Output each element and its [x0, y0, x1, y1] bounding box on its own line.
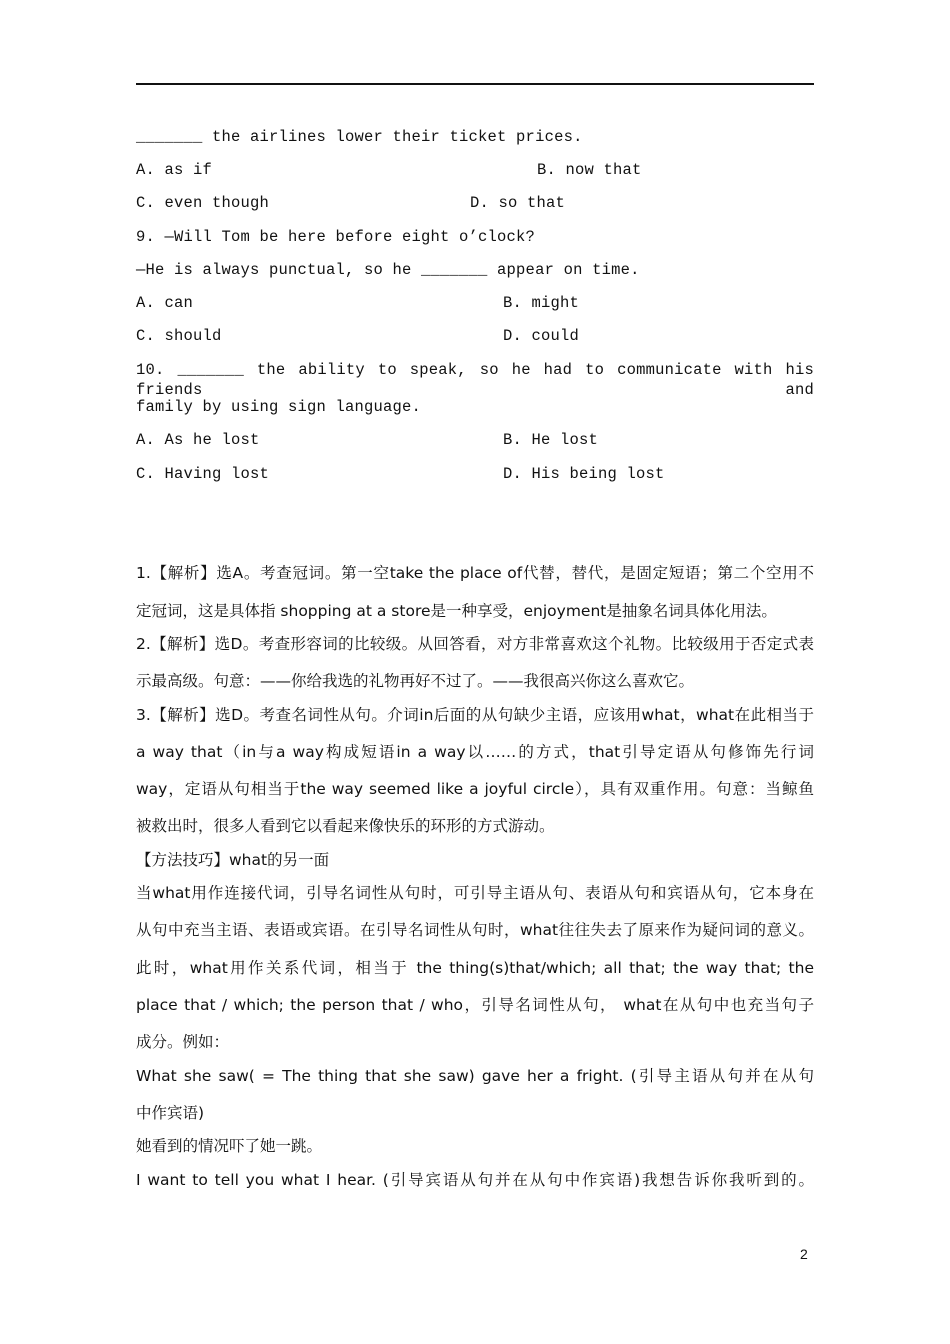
tip-line1: 当what用作连接代词，引导名词性从句时，可引导主语从句、表语从句和宾语从句，它本身在	[136, 884, 814, 902]
answer-2-line2: 示最高级。句意：——你给我选的礼物再好不过了。——我很高兴你这么喜欢它。	[136, 672, 695, 690]
example-1-line2: 中作宾语)	[136, 1104, 205, 1122]
q8-option-b: B. now that	[537, 161, 642, 179]
answer-3-line3: way，定语从句相当于the way seemed like a joyful circle），具有双重作用。句意：当鲸鱼	[136, 780, 814, 798]
q10-option-a: A. As he lost	[136, 431, 260, 449]
example-1-line1: What she saw( = The thing that she saw) gave her a fright. (引导主语从句并在从句	[136, 1067, 814, 1085]
q9-option-d: D. could	[503, 327, 580, 345]
q10-option-d: D. His being lost	[503, 465, 665, 483]
q10-stem-line2: family by using sign language.	[136, 398, 422, 416]
answer-3-line2: a way that（in与a way构成短语in a way以……的方式，that引导定语从句修饰先行词	[136, 743, 814, 761]
q9-reply: —He is always punctual, so he _______ appear on time.	[136, 261, 640, 279]
tip-line3: 此时，what用作关系代词，相当于 the thing(s)that/which; all that; the way that; the	[136, 959, 814, 977]
answer-1-line1: 1.【解析】选A。考查冠词。第一空take the place of代替，替代，是固定短语；第二个空用不	[136, 564, 814, 582]
tip-line5: 成分。例如：	[136, 1033, 230, 1051]
example-1-translation: 她看到的情况吓了她一跳。	[136, 1137, 323, 1155]
answer-1-line2: 定冠词，这是具体指 shopping at a store是一种享受，enjoyment是抽象名词具体化用法。	[136, 602, 777, 620]
header-rule	[136, 83, 814, 85]
q8-stem-end: _______ the airlines lower their ticket prices.	[136, 128, 583, 146]
example-2-line: I want to tell you what I hear. (引导宾语从句并在从句中作宾语)我想告诉你我听到的。	[136, 1171, 814, 1189]
q9-option-b: B. might	[503, 294, 580, 312]
q8-option-c: C. even though	[136, 194, 270, 212]
answer-2-line1: 2.【解析】选D。考查形容词的比较级。从回答看，对方非常喜欢这个礼物。比较级用于否定式表	[136, 635, 814, 653]
q9-option-c: C. should	[136, 327, 222, 345]
q10-option-c: C. Having lost	[136, 465, 270, 483]
q8-option-a: A. as if	[136, 161, 213, 179]
q9-option-a: A. can	[136, 294, 194, 312]
tip-line4: place that / which; the person that / who，引导名词性从句， what在从句中也充当句子	[136, 996, 814, 1014]
tip-line2: 从句中充当主语、表语或宾语。在引导名词性从句时，what往往失去了原来作为疑问词的意义。	[136, 921, 814, 939]
q10-option-b: B. He lost	[503, 431, 599, 449]
answer-3-line1: 3.【解析】选D。考查名词性从句。介词in后面的从句缺少主语，应该用what，what在此相当于	[136, 706, 814, 724]
q10-stem-line1: 10. _______ the ability to speak, so he had to communicate with his friends and	[136, 361, 814, 399]
answer-3-line4: 被救出时，很多人看到它以看起来像快乐的环形的方式游动。	[136, 817, 555, 835]
page-number: 2	[800, 1246, 808, 1262]
q9-stem: 9. —Will Tom be here before eight o’clock?	[136, 228, 536, 246]
tip-heading: 【方法技巧】what的另一面	[136, 851, 330, 869]
q8-option-d: D. so that	[470, 194, 566, 212]
